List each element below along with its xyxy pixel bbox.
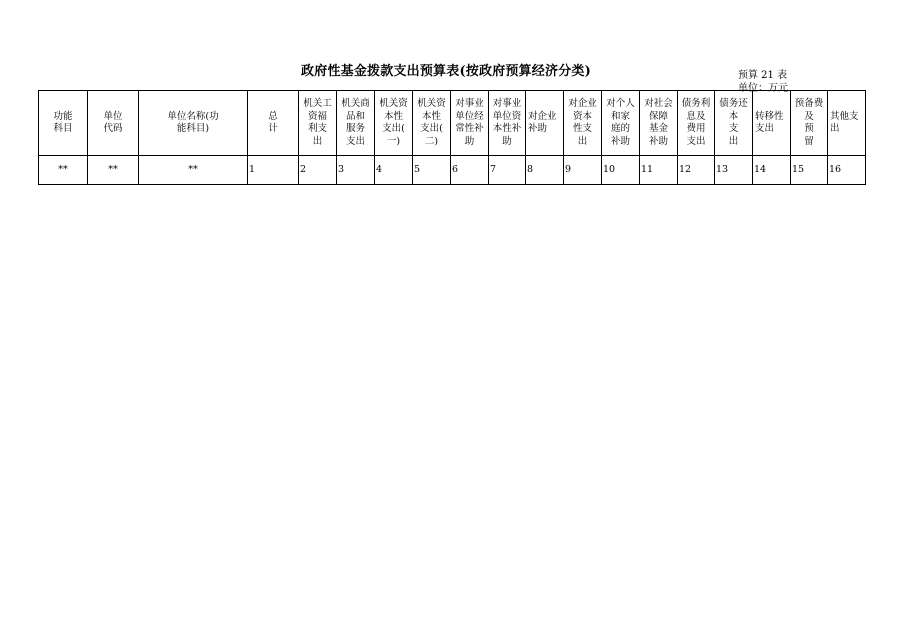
cell-c3: 4 bbox=[375, 156, 413, 185]
table-header-row bbox=[39, 91, 866, 156]
cell-c12: 13 bbox=[715, 156, 753, 185]
page-title: 政府性基金拨款支出预算表(按政府预算经济分类) bbox=[301, 64, 591, 79]
cell-c11: 12 bbox=[678, 156, 715, 185]
header-func-subject: 功能 科目 bbox=[39, 91, 88, 156]
header-total: 总 计 bbox=[248, 91, 299, 156]
cell-c14: 15 bbox=[791, 156, 828, 185]
unit-label: 单位：万元 bbox=[738, 83, 788, 94]
cell-c13: 14 bbox=[753, 156, 791, 185]
table-row bbox=[39, 156, 866, 185]
header-c14: 预备费 及 预 留 bbox=[791, 91, 828, 156]
cell-unit-code: ** bbox=[88, 156, 139, 185]
cell-c9: 10 bbox=[602, 156, 640, 185]
header-unit-code: 单位 代码 bbox=[88, 91, 139, 156]
header-c9: 对个人 和家 庭的 补助 bbox=[602, 91, 640, 156]
cell-c1: 2 bbox=[299, 156, 337, 185]
header-c15: 其他支 出 bbox=[828, 91, 866, 156]
cell-c10: 11 bbox=[640, 156, 678, 185]
header-unit-name: 单位名称(功 能科目) bbox=[139, 91, 248, 156]
header-c6: 对事业 单位资 本性补 助 bbox=[489, 91, 526, 156]
header-c1: 机关工 资福 利支 出 bbox=[299, 91, 337, 156]
budget-table bbox=[38, 90, 866, 185]
header-c7: 对企业 补助 bbox=[526, 91, 564, 156]
cell-c7: 8 bbox=[526, 156, 564, 185]
cell-unit-name: ** bbox=[139, 156, 248, 185]
header-c13: 转移性 支出 bbox=[753, 91, 791, 156]
cell-c2: 3 bbox=[337, 156, 375, 185]
header-c12: 债务还 本 支 出 bbox=[715, 91, 753, 156]
header-c5: 对事业 单位经 常性补 助 bbox=[451, 91, 489, 156]
header-c10: 对社会 保障 基金 补助 bbox=[640, 91, 678, 156]
header-c3: 机关资 本性 支出( 一) bbox=[375, 91, 413, 156]
cell-c15: 16 bbox=[828, 156, 866, 185]
header-c8: 对企业 资本 性支 出 bbox=[564, 91, 602, 156]
header-c2: 机关商 品和 服务 支出 bbox=[337, 91, 375, 156]
cell-c6: 7 bbox=[489, 156, 526, 185]
cell-total: 1 bbox=[248, 156, 299, 185]
table-number: 预算 21 表 bbox=[738, 70, 788, 81]
header-c11: 债务利 息及 费用 支出 bbox=[678, 91, 715, 156]
cell-c4: 5 bbox=[413, 156, 451, 185]
cell-c8: 9 bbox=[564, 156, 602, 185]
cell-c5: 6 bbox=[451, 156, 489, 185]
cell-func-subject: ** bbox=[39, 156, 88, 185]
header-c4: 机关资 本性 支出( 二) bbox=[413, 91, 451, 156]
